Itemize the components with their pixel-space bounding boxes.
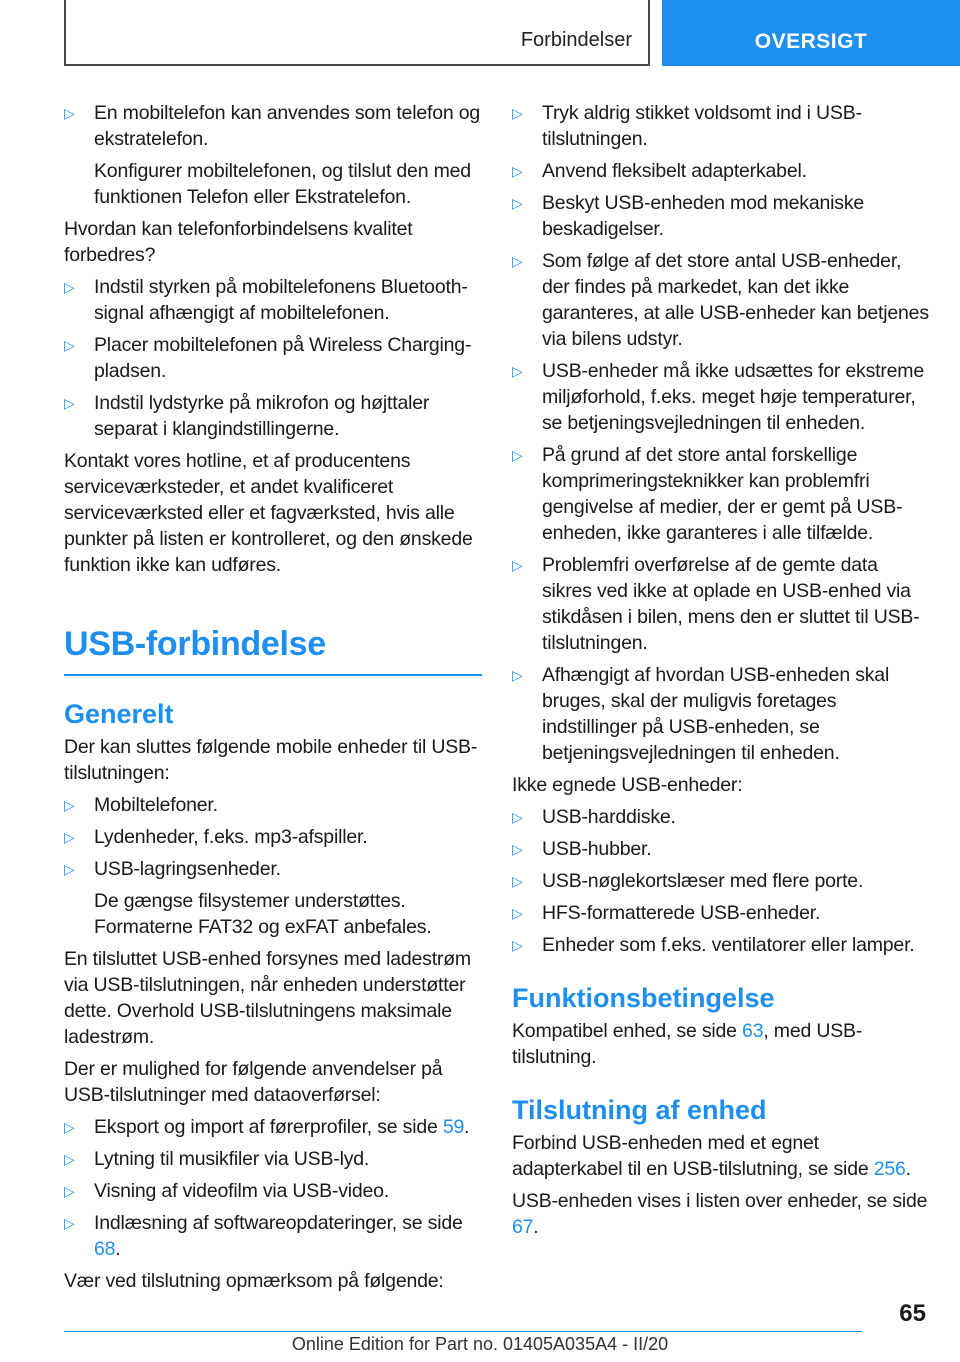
connect-paragraph: Forbind USB-enheden med et egnet adapterkabel til en USB-tilslutning, se side 256.	[512, 1132, 911, 1180]
header-section-box	[64, 0, 650, 66]
triangle-bullet-icon: ▷	[512, 809, 523, 825]
list-item: ▷ Afhængigt af hvordan USB-enheden skal bruges, skal der muligvis foretages indstillinger på USB-enheden, se betjeningsvejledningen til enheden.	[512, 664, 890, 764]
list-item: ▷ På grund af det store antal forskellige komprimeringsteknikker kan problemfri gengivelse af medier, der er gemt på USB-enheden, ikke garanteres i alle tilfælde.	[512, 444, 903, 544]
list-item: ▷ Som følge af det store antal USB-enheder, der findes på markedet, kan det ikke garanteres, at alle USB-enheder kan betjenes via bilens udstyr.	[512, 250, 929, 350]
page-number: 65	[899, 1300, 926, 1327]
list-item: ▷ Lydenheder, f.eks. mp3-afspiller.	[64, 826, 368, 848]
list-item: ▷ Indstil lydstyrke på mikrofon og højttaler separat i klangindstillingerne.	[64, 392, 430, 440]
phone-bullet-list	[64, 100, 482, 152]
list-item: ▷ USB-hubber.	[512, 838, 652, 860]
triangle-bullet-icon: ▷	[64, 279, 75, 295]
quality-question: Hvordan kan telefonforbindelsens kvalitet forbedres?	[64, 218, 413, 266]
triangle-bullet-icon: ▷	[512, 447, 523, 463]
list-item: ▷ Lytning til musikfiler via USB-lyd.	[64, 1148, 370, 1170]
footer-edition	[0, 1334, 960, 1355]
list-item: ▷ Indlæsning af softwareopdateringer, se side 68.	[64, 1212, 463, 1260]
footer-edition-text: Online Edition for Part no. 01405A035A4 - II/20	[291, 1334, 669, 1354]
triangle-bullet-icon: ▷	[64, 861, 75, 877]
triangle-bullet-icon: ▷	[512, 363, 523, 379]
footer-rule	[64, 1331, 862, 1332]
triangle-bullet-icon: ▷	[64, 797, 75, 813]
subsection-title-connect: Tilslutning af enhed	[512, 1095, 767, 1125]
device-list-paragraph: USB-enheden vises i listen over enheder, se side 67.	[512, 1190, 928, 1238]
triangle-bullet-icon: ▷	[64, 337, 75, 353]
connection-note: Vær ved tilslutning opmærksom på følgende:	[64, 1270, 444, 1292]
list-item: ▷ En mobiltelefon kan anvendes som telefon og ekstratelefon.	[64, 102, 480, 150]
page-link-59[interactable]: 59	[442, 1116, 465, 1138]
list-item: ▷ Indstil styrken på mobiltelefonens Bluetooth-signal afhængigt af mobiltelefonen.	[64, 276, 468, 324]
header-tab-overview[interactable]	[662, 0, 960, 66]
list-item: ▷ Mobiltelefoner.	[64, 794, 218, 816]
triangle-bullet-icon: ▷	[512, 195, 523, 211]
triangle-bullet-icon: ▷	[512, 905, 523, 921]
list-item: ▷ USB-enheder må ikke udsættes for ekstreme miljøforhold, f.eks. meget høje temperaturer, se betjeningsvejledningen til enheden.	[512, 360, 924, 434]
triangle-bullet-icon: ▷	[512, 841, 523, 857]
quality-bullet-list	[64, 274, 482, 442]
devices-bullet-list	[64, 792, 482, 882]
list-item: ▷ Problemfri overførelse af de gemte data sikres ved ikke at oplade en USB-enhed via stikdåsen i bilen, mens den er sluttet til USB-tilslutningen.	[512, 554, 920, 654]
list-item: ▷ Eksport og import af førerprofiler, se side 59.	[64, 1116, 470, 1138]
triangle-bullet-icon: ▷	[64, 1119, 75, 1135]
uses-bullet-list	[64, 1114, 482, 1262]
subsection-title-condition: Funktionsbetingelse	[512, 983, 775, 1013]
triangle-bullet-icon: ▷	[512, 105, 523, 121]
triangle-bullet-icon: ▷	[64, 395, 75, 411]
section-title-usb: USB-forbindelse	[64, 625, 326, 663]
header-tab-label: OVERSIGT	[754, 30, 868, 53]
power-paragraph: En tilsluttet USB-enhed forsynes med ladestrøm via USB-tilslutningen, når enheden understøtter dette. Overhold USB-tilslutningens maksimale ladestrøm.	[64, 948, 471, 1048]
precautions-bullet-list	[512, 100, 930, 766]
unsuitable-bullet-list	[512, 804, 930, 958]
contact-paragraph: Kontakt vores hotline, et af producentens serviceværksteder, et andet kvalificeret serviceværksted eller et fagværksted, hvis alle punkter på listen er kontrolleret, og den ønskede funktion ikke kan udføres.	[64, 450, 473, 576]
list-item: ▷ Visning af videofilm via USB-video.	[64, 1180, 390, 1202]
devices-intro: Der kan sluttes følgende mobile enheder til USB-tilslutningen:	[64, 736, 478, 784]
list-item: ▷ Enheder som f.eks. ventilatorer eller lamper.	[512, 934, 915, 956]
list-item: ▷ Tryk aldrig stikket voldsomt ind i USB-tilslutningen.	[512, 102, 862, 150]
triangle-bullet-icon: ▷	[64, 1215, 75, 1231]
list-item: ▷ USB-harddiske.	[512, 806, 676, 828]
subsection-title-general: Generelt	[64, 699, 174, 729]
page-link-63[interactable]: 63	[742, 1020, 764, 1042]
triangle-bullet-icon: ▷	[512, 557, 523, 573]
unsuitable-intro: Ikke egnede USB-enheder:	[512, 774, 743, 796]
triangle-bullet-icon: ▷	[64, 105, 75, 121]
triangle-bullet-icon: ▷	[512, 873, 523, 889]
filesystems-subtext: De gængse filsystemer understøttes. Formaterne FAT32 og exFAT anbefales.	[94, 890, 432, 938]
triangle-bullet-icon: ▷	[512, 253, 523, 269]
triangle-bullet-icon: ▷	[64, 1183, 75, 1199]
page-link-256[interactable]: 256	[873, 1158, 906, 1180]
page-link-67[interactable]: 67	[512, 1216, 534, 1238]
right-column	[512, 100, 930, 1246]
list-item: ▷ HFS-formatterede USB-enheder.	[512, 902, 821, 924]
uses-intro: Der er mulighed for følgende anvendelser på USB-tilslutninger med dataoverførsel:	[64, 1058, 443, 1106]
list-item: ▷ Beskyt USB-enheden mod mekaniske beskadigelser.	[512, 192, 865, 240]
phone-subtext: Konfigurer mobiltelefonen, og tilslut den med funktionen Telefon eller Ekstratelefon.	[94, 160, 471, 208]
page-header	[0, 0, 960, 66]
list-item: ▷ Anvend fleksibelt adapterkabel.	[512, 160, 807, 182]
page-link-68[interactable]: 68	[94, 1238, 116, 1260]
condition-paragraph: Kompatibel enhed, se side 63, med USB-tilslutning.	[512, 1020, 863, 1068]
section-title-rule	[64, 674, 482, 676]
triangle-bullet-icon: ▷	[512, 937, 523, 953]
triangle-bullet-icon: ▷	[512, 163, 523, 179]
triangle-bullet-icon: ▷	[64, 1151, 75, 1167]
triangle-bullet-icon: ▷	[512, 667, 523, 683]
list-item: ▷ Placer mobiltelefonen på Wireless Charging-pladsen.	[64, 334, 472, 382]
header-section-title: Forbindelser	[520, 29, 632, 51]
left-column	[64, 100, 482, 1300]
list-item: ▷ USB-lagringsenheder.	[64, 858, 281, 880]
list-item: ▷ USB-nøglekortslæser med flere porte.	[512, 870, 864, 892]
triangle-bullet-icon: ▷	[64, 829, 75, 845]
